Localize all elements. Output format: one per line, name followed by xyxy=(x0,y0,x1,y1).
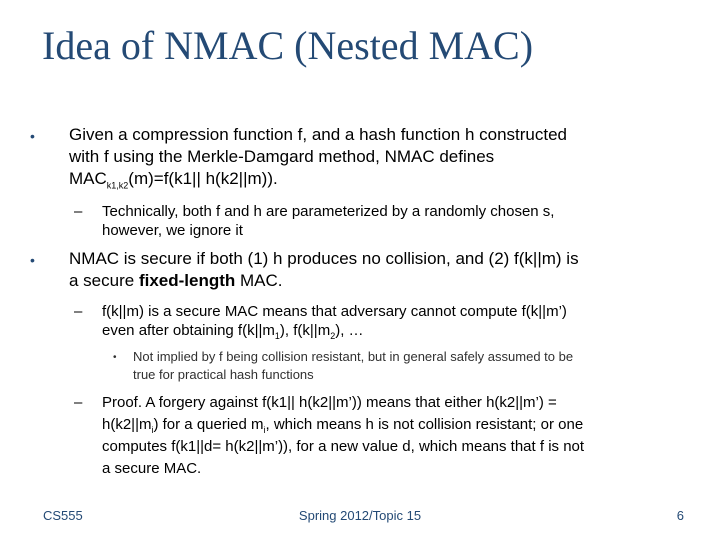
text-span: , which means h is not collision resistant; or one xyxy=(265,416,584,433)
dash-marker: – xyxy=(74,303,83,320)
text-span: a secure xyxy=(69,271,139,290)
footer-term: Spring 2012/Topic 15 xyxy=(298,508,422,523)
dash-marker: – xyxy=(74,203,83,220)
sub-bullet-2-2-line-2 xyxy=(102,414,692,436)
bullet-2-line-2 xyxy=(69,270,690,292)
sub-bullet-1-1-line-1: Technically, both f and h are parameterized by a randomly chosen s, xyxy=(102,203,555,220)
sub-bullet-2-1 xyxy=(74,302,692,341)
sub-bullet-1-1-line-2: however, we ignore it xyxy=(102,222,243,239)
subscript: i xyxy=(263,425,266,435)
text-span: ), f(k||m xyxy=(279,322,331,339)
sub-bullet-2-1-line-1: f(k||m) is a secure MAC means that adversary cannot compute f(k||m’) xyxy=(102,303,567,320)
sub-bullet-1-1 xyxy=(74,202,692,240)
subscript: 1 xyxy=(274,331,280,341)
text-span: ), … xyxy=(335,322,364,339)
sub-bullet-2-2-line-4: a secure MAC. xyxy=(102,460,202,477)
mac-label: MAC xyxy=(69,169,107,188)
bullet-2-line-1: NMAC is secure if both (1) h produces no collision, and (2) f(k||m) is xyxy=(69,249,579,268)
bullet-marker: • xyxy=(30,128,35,144)
bullet-marker: • xyxy=(30,252,35,268)
sub-bullet-2-2-line-3: computes f(k1||d= h(k2||m’)), for a new value d, which means that f is not xyxy=(102,438,585,455)
footer-course: CS555 xyxy=(43,508,83,523)
sub-bullet-2-2 xyxy=(74,392,692,480)
sub-bullet-2-1-line-2 xyxy=(102,321,692,340)
text-span: h(k2||m xyxy=(102,416,152,433)
bullet-marker: • xyxy=(113,352,117,363)
subscript: i xyxy=(151,425,154,435)
fixed-length-emphasis: fixed-length xyxy=(138,271,236,290)
bullet-2 xyxy=(30,248,690,292)
footer-page-number: 6 xyxy=(676,508,684,523)
sub-sub-bullet-2-1-1 xyxy=(113,348,693,384)
text-span: ) for a queried m xyxy=(153,416,264,433)
sub-sub-bullet-line-2: true for practical hash functions xyxy=(133,367,314,382)
dash-marker: – xyxy=(74,394,83,411)
bullet-1-line-2: with f using the Merkle-Damgard method, NMAC defines xyxy=(69,147,495,166)
bullet-1 xyxy=(30,124,690,190)
subscript: 2 xyxy=(330,331,336,341)
bullet-1-line-1: Given a compression function f, and a hash function h constructed xyxy=(69,125,568,144)
sub-bullet-2-2-line-1: Proof. A forgery against f(k1|| h(k2||m’)) means that either h(k2||m’) = xyxy=(102,394,557,411)
text-span: MAC. xyxy=(235,271,283,290)
bullet-1-line-3 xyxy=(69,168,690,190)
mac-key-subscript: k1,k2 xyxy=(106,180,129,191)
slide-title: Idea of NMAC (Nested MAC) xyxy=(42,23,534,68)
text-span: even after obtaining f(k||m xyxy=(102,322,275,339)
mac-definition: (m)=f(k1|| h(k2||m)). xyxy=(128,169,278,188)
sub-sub-bullet-line-1: Not implied by f being collision resistant, but in general safely assumed to be xyxy=(133,349,574,364)
